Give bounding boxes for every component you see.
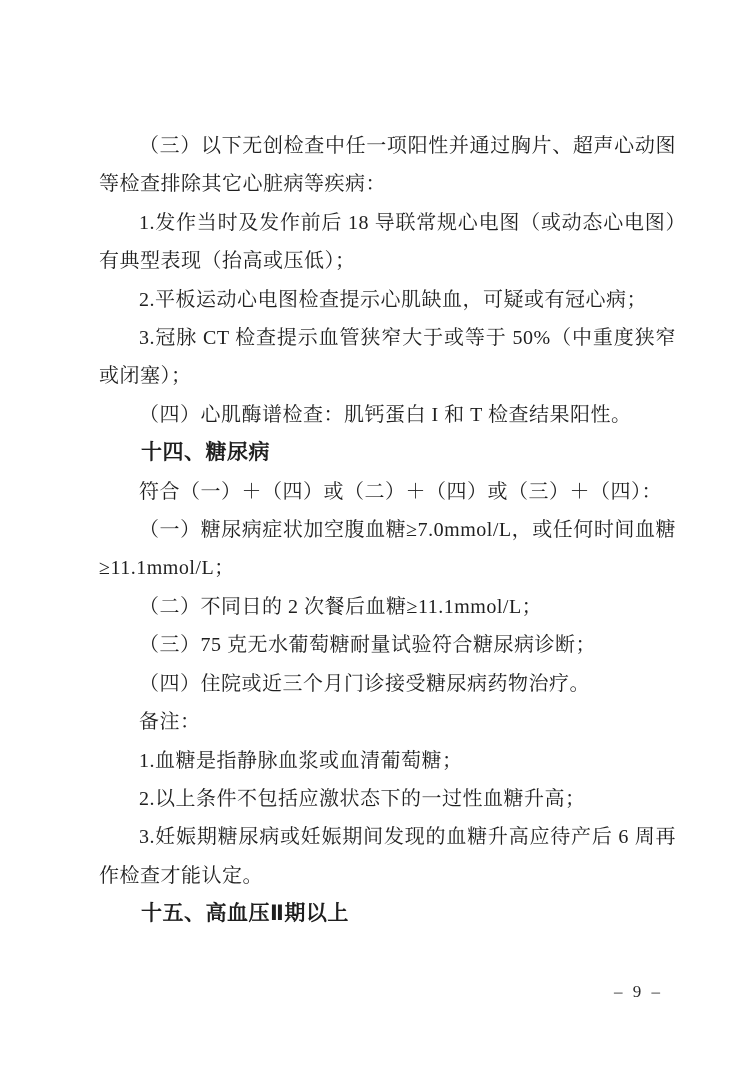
page-number: – 9 – bbox=[614, 982, 663, 1001]
paragraph-diabetes-criterion-2: （二）不同日的 2 次餐后血糖≥11.1mmol/L； bbox=[139, 595, 543, 618]
paragraph-notes-label: 备注： bbox=[139, 711, 201, 734]
paragraph-diabetes-criterion-1: （一）糖尿病症状加空腹血糖≥7.0mmol/L，或任何时间血糖≥11.1mmol/L； bbox=[99, 519, 676, 580]
paragraph-treadmill-criterion: 2.平板运动心电图检查提示心肌缺血，可疑或有冠心病； bbox=[139, 288, 647, 311]
paragraph-note-2: 2.以上条件不包括应激状态下的一过性血糖升高； bbox=[139, 787, 586, 810]
section-heading-diabetes: 十四、糖尿病 bbox=[141, 441, 270, 465]
paragraph-enzyme-criterion: （四）心肌酶谱检查：肌钙蛋白 I 和 T 检查结果阳性。 bbox=[139, 403, 632, 426]
paragraph-note-1: 1.血糖是指静脉血浆或血清葡萄糖； bbox=[139, 749, 463, 772]
paragraph-ecg-criterion: 1.发作当时及发作前后 18 导联常规心电图（或动态心电图）有典型表现（抬高或压低）； bbox=[99, 211, 676, 273]
paragraph-coronary-ct-criterion: 3.冠脉 CT 检查提示血管狭窄大于或等于 50%（中重度狭窄或闭塞）； bbox=[99, 327, 676, 388]
section-heading-hypertension: 十五、高血压Ⅱ期以上 bbox=[141, 902, 349, 926]
paragraph-diabetes-combination: 符合（一）＋（四）或（二）＋（四）或（三）＋（四）： bbox=[139, 480, 662, 503]
paragraph-note-3: 3.妊娠期糖尿病或妊娠期间发现的血糖升高应待产后 6 周再作检查才能认定。 bbox=[99, 826, 676, 887]
paragraph-diabetes-criterion-4: （四）住院或近三个月门诊接受糖尿病药物治疗。 bbox=[139, 672, 590, 695]
paragraph-diabetes-criterion-3: （三）75 克无水葡萄糖耐量试验符合糖尿病诊断； bbox=[139, 634, 596, 657]
document-body bbox=[99, 127, 676, 934]
paragraph-noninvasive-tests: （三）以下无创检查中任一项阳性并通过胸片、超声心动图等检查排除其它心脏病等疾病： bbox=[99, 135, 676, 196]
